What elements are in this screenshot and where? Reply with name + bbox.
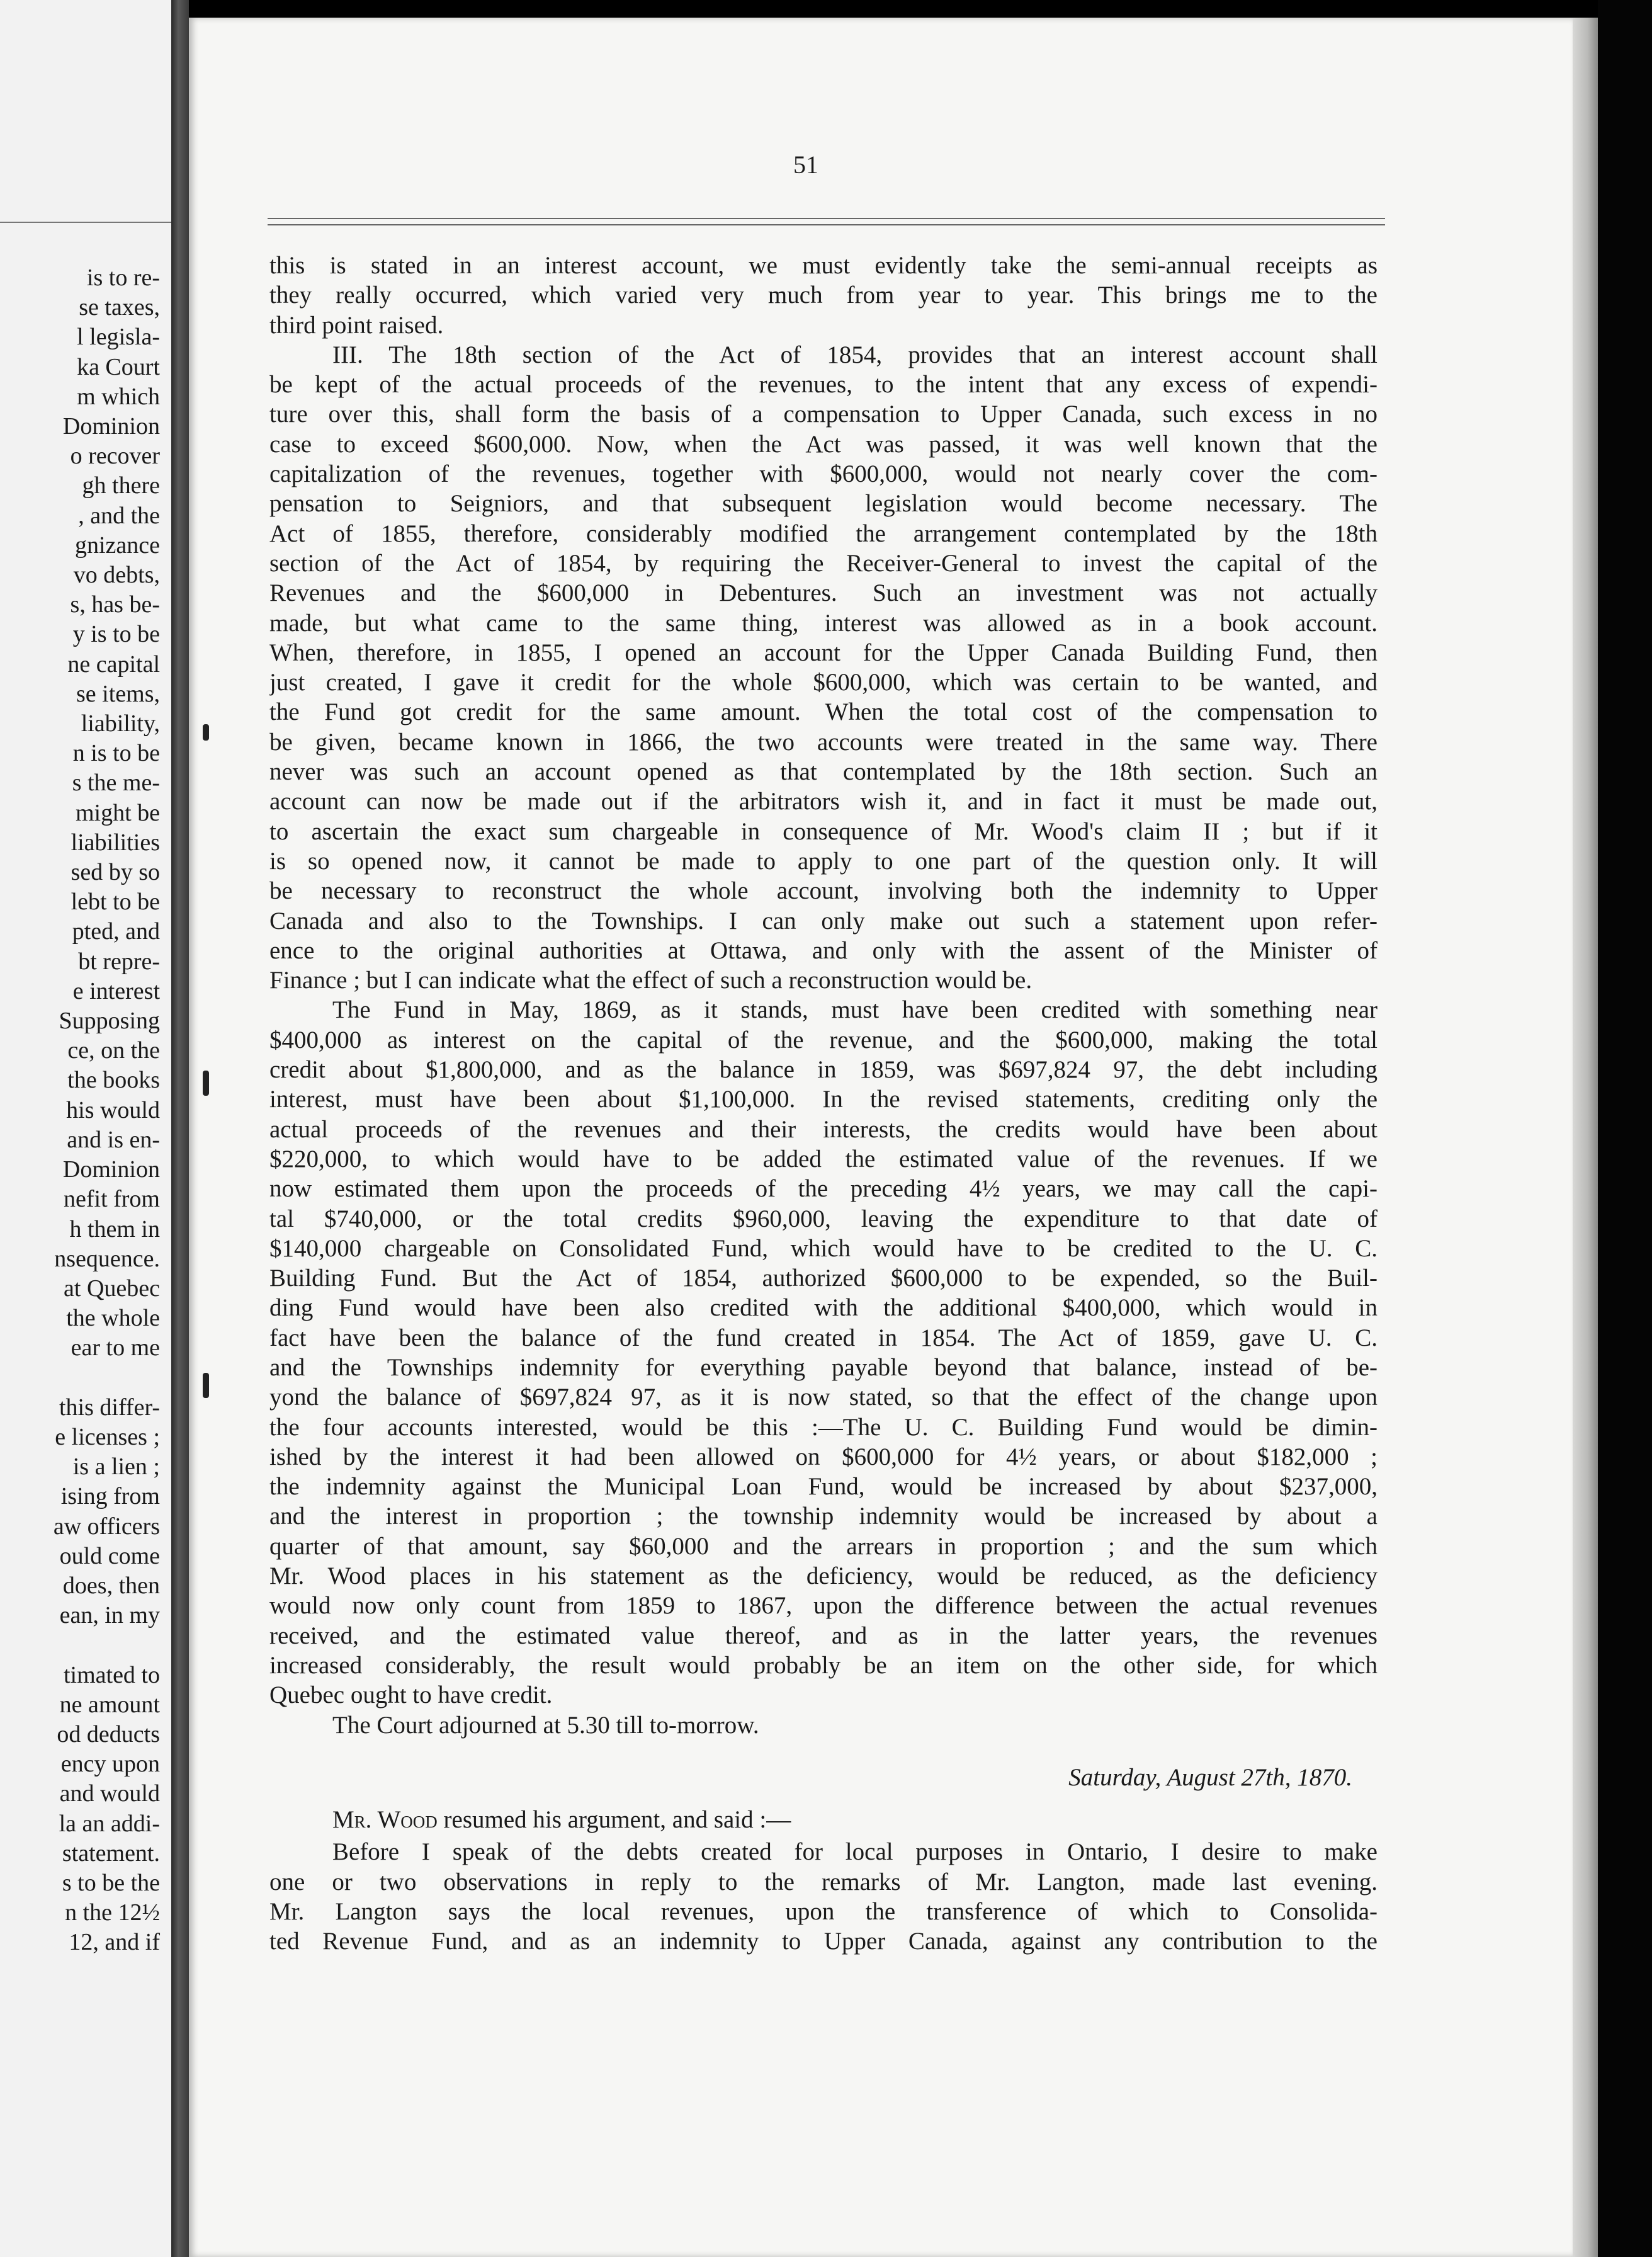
- text-line: Revenues and the $600,000 in Debentures. Such an investment was not actually: [269, 579, 1378, 607]
- left-page-line: ould come: [59, 1542, 160, 1569]
- left-page-line: n is to be: [72, 740, 160, 767]
- left-page-line: at Quebec: [64, 1275, 160, 1302]
- left-page-line: la an addi-: [59, 1810, 160, 1837]
- left-page-line: Dominion: [62, 1156, 160, 1183]
- left-page-line: and would: [59, 1780, 160, 1807]
- text-line: case to exceed $600,000. Now, when the Act was passed, it was well known that the: [269, 430, 1378, 458]
- page-edge: [1573, 18, 1598, 2257]
- left-page-line: is a lien ;: [72, 1453, 160, 1481]
- left-page-text: [0, 263, 160, 1958]
- left-page-line: s to be the: [62, 1869, 160, 1896]
- left-page-line: h them in: [69, 1215, 160, 1242]
- left-page-line: ka Court: [77, 353, 160, 380]
- left-page-line: liability,: [81, 710, 160, 737]
- text-line: and the interest in proportion ; the township indemnity would be increased by about a: [269, 1503, 1378, 1530]
- text-line: pensation to Seigniors, and that subsequent legislation would become necessary. The: [269, 490, 1378, 518]
- text-line: Act of 1855, therefore, considerably modified the arrangement contemplated by the 18th: [269, 520, 1378, 547]
- text-line: interest, must have been about $1,100,000. In the revised statements, crediting only the: [269, 1086, 1378, 1113]
- text-line: just created, I gave it credit for the whole $600,000, which was certain to be wanted, and: [269, 669, 1378, 696]
- left-page-line: sed by so: [71, 859, 160, 886]
- text-line: $220,000, to which would have to be added the estimated value of the revenues. If we: [269, 1145, 1378, 1173]
- text-line: now estimated them upon the proceeds of the preceding 4½ years, we may call the capi-: [269, 1175, 1378, 1203]
- text-line: Canada and also to the Townships. I can only make out such a statement upon refer-: [269, 907, 1378, 935]
- text-line: to ascertain the exact sum chargeable in consequence of Mr. Wood's claim II ; but if it: [269, 817, 1378, 845]
- left-page-line: m which: [77, 383, 160, 410]
- left-page-line: e interest: [72, 977, 160, 1004]
- left-page-line: se taxes,: [79, 294, 160, 321]
- text-line: fact have been the balance of the fund created in 1854. The Act of 1859, gave U. C.: [269, 1324, 1378, 1351]
- text-line: actual proceeds of the revenues and their interests, the credits would have been about: [269, 1115, 1378, 1143]
- left-page-line: is to re-: [86, 264, 160, 291]
- left-page-line: nefit from: [63, 1186, 160, 1213]
- left-page-rule: [0, 222, 171, 223]
- left-page-gap: [0, 1630, 160, 1660]
- left-page-line: ising from: [60, 1483, 160, 1510]
- left-page-line: ce, on the: [67, 1037, 160, 1064]
- left-page-line: s the me-: [72, 770, 160, 797]
- left-page-line: n the 12½: [65, 1899, 160, 1926]
- text-line: this is stated in an interest account, we must evidently take the semi-annual receipts as: [269, 252, 1378, 279]
- text-line: the indemnity against the Municipal Loan Fund, would be increased by about $237,000,: [269, 1473, 1378, 1501]
- book-gutter: [171, 0, 189, 2257]
- text-line: section of the Act of 1854, by requiring the Receiver-General to invest the capital of the: [269, 549, 1378, 577]
- text-line: the four accounts interested, would be this :—The U. C. Building Fund would be dimin-: [269, 1413, 1378, 1441]
- text-line: and the Townships indemnity for everything payable beyond that balance, instead of be-: [269, 1353, 1378, 1381]
- left-page-line: Dominion: [62, 413, 160, 440]
- left-page-line: ne capital: [67, 651, 160, 678]
- left-page-line: pted, and: [72, 918, 160, 945]
- text-line: Building Fund. But the Act of 1854, authorized $600,000 to be expended, so the Buil-: [269, 1265, 1378, 1292]
- text-line: $140,000 chargeable on Consolidated Fund, which would have to be credited to the U. C.: [269, 1234, 1378, 1262]
- left-page-line: gh there: [82, 472, 160, 499]
- margin-mark: [203, 1071, 209, 1096]
- text-line: III. The 18th section of the Act of 1854, provides that an interest account shall: [332, 341, 1378, 368]
- left-page-line: this differ-: [59, 1394, 160, 1421]
- left-page-line: might be: [75, 799, 160, 826]
- text-line: ding Fund would have been also credited with the additional $400,000, which would in: [269, 1294, 1378, 1322]
- header-double-rule: [268, 218, 1385, 225]
- left-page-line: ne amount: [59, 1691, 160, 1718]
- text-line: account can now be made out if the arbitrators wish it, and in fact it must be made out,: [269, 788, 1378, 816]
- speaker-text: resumed his argument, and said :—: [437, 1806, 791, 1834]
- text-line: yond the balance of $697,824 97, as it is now stated, so that the effect of the change upon: [269, 1384, 1378, 1411]
- text-line: the Fund got credit for the same amount. When the total cost of the compensation to: [269, 698, 1378, 726]
- left-page-line: , and the: [78, 502, 160, 529]
- text-line: quarter of that amount, say $60,000 and the arrears in proportion ; and the sum which: [269, 1532, 1378, 1560]
- margin-mark: [203, 724, 209, 741]
- text-line: third point raised.: [269, 311, 444, 339]
- left-page-line: y is to be: [72, 621, 160, 648]
- text-line: The Fund in May, 1869, as it stands, must have been credited with something near: [332, 996, 1378, 1024]
- text-line: The Court adjourned at 5.30 till to-morrow.: [332, 1711, 759, 1739]
- left-page-line: vo debts,: [73, 562, 160, 589]
- text-line: they really occurred, which varied very much from year to year. This brings me to the: [269, 281, 1378, 309]
- left-page-line: and is en-: [67, 1126, 160, 1153]
- speaker-line: [269, 1805, 1378, 1834]
- text-line: ished by the interest it had been allowed on $600,000 for 4½ years, or about $182,000 ;: [269, 1443, 1378, 1470]
- text-line: would now only count from 1859 to 1867, upon the difference between the actual revenues: [269, 1592, 1378, 1620]
- page-number: 51: [793, 151, 818, 179]
- text-line: ted Revenue Fund, and as an indemnity to Upper Canada, against any contribution to the: [269, 1928, 1378, 1955]
- text-line: Mr. Langton says the local revenues, upon the transference of which to Consolida-: [269, 1898, 1378, 1926]
- left-page-line: gnizance: [74, 532, 160, 559]
- left-page-line: s, has be-: [70, 591, 160, 618]
- left-page-line: the whole: [66, 1305, 160, 1332]
- text-line: Quebec ought to have credit.: [269, 1681, 553, 1709]
- left-page-line: l legisla-: [77, 324, 160, 351]
- text-line: credit about $1,800,000, and as the balance in 1859, was $697,824 97, the debt including: [269, 1056, 1378, 1084]
- left-page-line: the books: [67, 1067, 160, 1094]
- left-page-line: ency upon: [60, 1751, 160, 1778]
- text-line: received, and the estimated value thereof, and as in the latter years, the revenues: [269, 1622, 1378, 1649]
- right-background: [1598, 0, 1652, 2257]
- left-page-line: 12, and if: [69, 1929, 160, 1956]
- left-page-line: aw officers: [53, 1513, 160, 1540]
- left-page-line: se items,: [76, 680, 160, 707]
- text-line: Before I speak of the debts created for local purposes in Ontario, I desire to make: [332, 1838, 1378, 1866]
- text-line: increased considerably, the result would probably be an item on the other side, for which: [269, 1651, 1378, 1679]
- left-page-line: timated to: [63, 1661, 160, 1688]
- left-page-line: statement.: [62, 1839, 160, 1867]
- left-page-line: does, then: [62, 1572, 160, 1599]
- text-line: is so opened now, it cannot be made to apply to one part of the question only. It will: [269, 847, 1378, 875]
- text-line: be necessary to reconstruct the whole account, involving both the indemnity to Upper: [269, 877, 1378, 905]
- left-page-line: lebt to be: [71, 889, 160, 916]
- left-page-line: e licenses ;: [55, 1423, 160, 1450]
- left-page-line: nsequence.: [54, 1245, 160, 1272]
- left-page-line: od deducts: [57, 1720, 160, 1748]
- text-line: Finance ; but I can indicate what the effect of such a reconstruction would be.: [269, 967, 1032, 994]
- text-line: ence to the original authorities at Ottawa, and only with the assent of the Minister of: [269, 936, 1378, 964]
- speaker-name: Mr. Wood: [332, 1806, 438, 1834]
- text-line: When, therefore, in 1855, I opened an account for the Upper Canada Building Fund, then: [269, 639, 1378, 666]
- text-line: $400,000 as interest on the capital of the revenue, and the $600,000, making the total: [269, 1026, 1378, 1054]
- text-line: Mr. Wood places in his statement as the deficiency, would be reduced, as the deficiency: [269, 1562, 1378, 1590]
- left-page-line: ear to me: [71, 1334, 160, 1362]
- text-line: made, but what came to the same thing, interest was allowed as in a book account.: [269, 609, 1378, 637]
- left-page-line: his would: [66, 1096, 160, 1123]
- page-body-text: [269, 251, 1378, 1957]
- text-line: never was such an account opened as that contemplated by the 18th section. Such an: [269, 758, 1378, 786]
- text-line: be given, became known in 1866, the two accounts were treated in the same way. There: [269, 728, 1378, 756]
- left-page-line: ean, in my: [59, 1602, 160, 1629]
- left-page-line: bt repre-: [78, 948, 160, 975]
- left-page-line: liabilities: [71, 829, 160, 856]
- left-page-gap: [0, 1363, 160, 1393]
- date-line: Saturday, August 27th, 1870.: [1068, 1763, 1352, 1791]
- text-line: tal $740,000, or the total credits $960,000, leaving the expenditure to that date of: [269, 1205, 1378, 1232]
- text-line: one or two observations in reply to the remarks of Mr. Langton, made last evening.: [269, 1868, 1378, 1896]
- left-page-line: o recover: [70, 443, 160, 470]
- margin-mark: [203, 1373, 209, 1398]
- text-line: ture over this, shall form the basis of a compensation to Upper Canada, such excess in no: [269, 401, 1378, 428]
- left-page-fragment: [0, 0, 171, 2257]
- text-line: capitalization of the revenues, together with $600,000, would not nearly cover the com-: [269, 460, 1378, 488]
- text-line: be kept of the actual proceeds of the revenues, to the intent that any excess of expendi-: [269, 371, 1378, 399]
- left-page-line: Supposing: [59, 1008, 160, 1035]
